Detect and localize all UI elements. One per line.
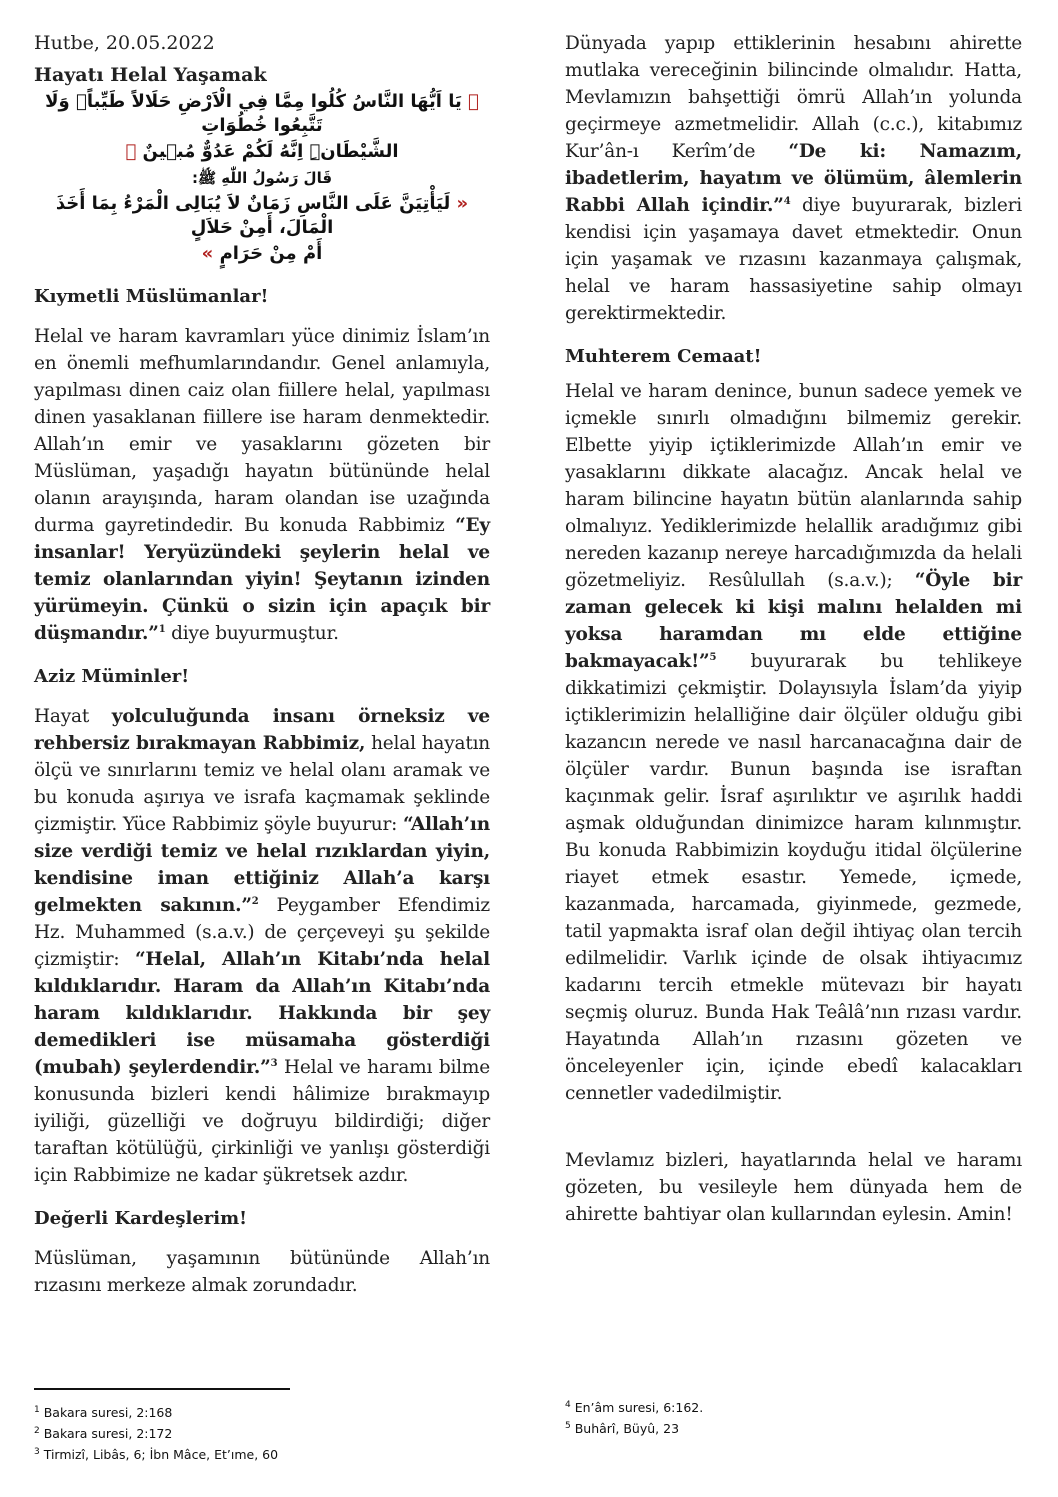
footnote-text: Bakara suresi, 2:172	[39, 1426, 173, 1441]
footnote-number: 5	[565, 1420, 571, 1431]
paragraph-text: diye buyurmuştur.	[165, 623, 339, 644]
paragraph-text: helal hayatın ölçü ve sınırlarını temiz ve helal olanı aramak ve bu konuda aşırıya ve israfa kaçmamak şeklinde çizmiştir. Yüce Rabbimiz şöyle buyurur:	[34, 733, 490, 835]
paragraph-text: Helal ve haramı bilme konusunda bizleri kendi hâlimize bırakmayıp iyiliği, güzelliği ve doğruyu bildirdiği; diğer taraftan kötülüğü, çirkinliği ve yanlışı gösterdiği için Rabbimize ne kadar şükretsek azdır.	[34, 1057, 490, 1186]
footnote-ref-5[interactable]: 5	[709, 651, 717, 663]
sermon-title: Hayatı Helal Yaşamak	[34, 64, 267, 86]
paragraph-3: Müslüman, yaşamının bütününde Allah’ın rızasını merkeze almak zorundadır.	[34, 1248, 490, 1296]
footnote-text: Tirmizî, Libâs, 6; İbn Mâce, Et’ıme, 60	[39, 1447, 279, 1462]
hadith-close-mark: »	[201, 243, 214, 264]
ayah-line-2: الشَّيْطَانِۜ اِنَّهُ لَكُمْ عَدُوٌّ مُب۪ينٌ	[142, 141, 399, 162]
paragraph-5	[565, 378, 1022, 1107]
footnote-text: Buhârî, Büyû, 23	[570, 1421, 680, 1436]
quote-ayah-1: “Ey insanlar! Yeryüzündeki şeylerin helal ve temiz olanlarından yiyin! Şeytanın izinden yürümeyin. Çünkü o sizin için apaçık bir düşmandır.”	[34, 515, 490, 644]
paragraph-text: diye buyurarak, bizleri kendisi için yaşamaya davet etmektedir. Onun için yaşamak ve rızasını kazanmaya çalışmak, helal ve haram hassasiyetine sahip olmayı gerektirmektedir.	[565, 195, 1022, 324]
footnote-ref-4[interactable]: 4	[783, 195, 791, 207]
quote-ayah-2: “Allah’ın size verdiği temiz ve helal rızıklardan yiyin, kendisine iman ettiğiniz Allah’a karşı gelmekten sakının.”	[34, 814, 490, 916]
footnote-ref-3[interactable]: 3	[270, 1057, 278, 1069]
paragraph-text: Helal ve haram denince, bunun sadece yemek ve içmekle sınırlı olmadığını bilmemiz gerekir. Elbette yiyip içtiklerimizde Allah’ın emir ve yasaklarını dikkate alacağız. Ancak helal ve haram bilincine hayatın bütün alanlarında sahip olmalıyız. Yediklerimizde helallik aradığımız gibi nereden kazanıp nereye harcadığımızda da helali gözetmeliyiz. Resûlullah (s.a.v.);	[565, 381, 1022, 591]
sermon-date: Hutbe, 20.05.2022	[34, 32, 215, 54]
paragraph-text: Dünyada yapıp ettiklerinin hesabını ahirette mutlaka vereceğinin bilincinde olmalıdır. Hatta, Mevlamızın bahşettiği ömrü Allah’ın yolunda geçirmeye azmetmelidir. Allah (c.c.), kitabımız Kur’ân-ı Kerîm’de	[565, 33, 1022, 162]
footnote-number: 4	[565, 1399, 571, 1410]
heading-aziz: Aziz Müminler!	[34, 666, 190, 687]
paragraph-2	[34, 703, 490, 1189]
footnote-text: Bakara suresi, 2:168	[39, 1405, 173, 1420]
heading-kiymetli: Kıymetli Müslümanlar!	[34, 286, 269, 307]
paragraph-text: Hayat	[34, 706, 112, 727]
arabic-hadith	[34, 192, 490, 240]
hadith-line-1: لَيَأْتِيَنَّ عَلَى النَّاسِ زَمَانٌ لاَ يُبَالِى الْمَرْءُ بِمَا أَخَذَ الْمَالَ، أَمِنْ حَلاَلٍ	[55, 193, 451, 238]
heading-muhterem: Muhterem Cemaat!	[565, 346, 762, 367]
left-column	[34, 30, 490, 1299]
ayah-close-bracket: ﴾	[125, 141, 137, 162]
right-column	[565, 30, 1022, 1228]
arabic-ayah	[34, 90, 490, 138]
footnotes-left	[34, 1402, 278, 1465]
hadith-open-mark: «	[456, 193, 469, 214]
paragraph-1	[34, 323, 490, 647]
paragraph-text: Helal ve haram kavramları yüce dinimiz İslam’ın en önemli mefhumlarındandır. Genel anlamıyla, yapılması dinen caiz olan fiillere helal, yapılması dinen yasaklanan fiillere ise haram denmektedir. Allah’ın emir ve yasaklarını gözeten bir Müslüman, yaşadığı hayatın bütününde helal olanın arayışında, haram olandan ise uzağında durma gayretindedir. Bu konuda Rabbimiz	[34, 326, 490, 536]
hadith-line-2: أَمْ مِنْ حَرَامٍ	[219, 243, 323, 264]
footnote-divider	[34, 1388, 290, 1390]
footnote-4	[565, 1397, 703, 1418]
footnote-3	[34, 1444, 278, 1465]
footnotes-right	[565, 1397, 703, 1439]
footnote-ref-1[interactable]: 1	[158, 623, 166, 635]
footnote-1	[34, 1402, 278, 1423]
ayah-open-bracket: ﴿	[468, 91, 479, 112]
heading-degerli: Değerli Kardeşlerim!	[34, 1208, 248, 1229]
quote-ayah-3: “De ki: Namazım, ibadetlerim, hayatım ve ölümüm, âlemlerin Rabbi Allah içindir.”	[565, 141, 1022, 216]
paragraph-semibold-text: yolculuğunda insanı örneksiz ve rehbersiz bırakmayan Rabbimiz,	[34, 706, 490, 754]
arabic-rasul-line	[34, 166, 490, 190]
footnote-text: En’âm suresi, 6:162.	[570, 1400, 704, 1415]
rasul-line: قَالَ رَسُولُ اللّٰهِ ﷺ:	[191, 169, 333, 187]
quote-hadith-2: “Öyle bir zaman gelecek ki kişi malını helalden mi yoksa haramdan mı elde ettiğine bakmayacak!”	[565, 570, 1023, 672]
footnote-ref-2[interactable]: 2	[251, 895, 259, 907]
quote-hadith-1: “Helal, Allah’ın Kitabı’nda helal kıldıklarıdır. Haram da Allah’ın Kitabı’nda haram kıldıklarıdır. Hakkında bir şey demedikleri ise müsamaha gösterdiği (mubah) şeylerdendir.”	[34, 949, 490, 1078]
footnote-number: 1	[34, 1404, 40, 1415]
paragraph-text: buyurarak bu tehlikeye dikkatimizi çekmiştir. Dolayısıyla İslam’da yiyip içtiklerimizin helalliğine dair ölçüler olduğu gibi kazancın nerede ve nasıl harcanacağına dair de ölçüler vardır. Bunun başında ise israftan kaçınmak gelir. İsraf aşırılıktır ve aşırılık haddi aşmak olduğundan dinimizce haram kılınmıştır. Bu konuda Rabbimizin koyduğu itidal ölçülerine riayet etmek esastır. Yemede, içmede, kazanmada, harcamada, giyinmede, gezmede, tatil yapmakta israf olan değil ihtiyaç olan tercih edilmelidir. Varlık içinde de olsak ihtiyacımız kadarını tercih etmekle mütevazı bir hayatı seçmiş oluruz. Bunda Hak Teâlâ’nın rızası vardır. Hayatında Allah’ın rızasını gözeten ve önceleyenler için, içinde ebedî kalacakları cennetler vadedilmiştir.	[565, 651, 1022, 1104]
paragraph-text: Peygamber Efendimiz Hz. Muhammed (s.a.v.) de çerçeveyi şu şekilde çizmiştir:	[34, 895, 490, 970]
paragraph-closing: Mevlamız bizleri, hayatlarında helal ve haramı gözeten, bu vesileyle hem dünyada hem de ahirette bahtiyar olan kullarından eylesin. Amin!	[565, 1150, 1022, 1225]
footnote-2	[34, 1423, 278, 1444]
ayah-line-1: يَا اَيُّهَا النَّاسُ كُلُوا مِمَّا فِي الْاَرْضِ حَلَالاً طَيِّباًۘ وَلَا تَتَّبِعُوا خُطُوَاتِ	[45, 91, 462, 136]
arabic-hadith-cont	[34, 242, 490, 266]
footnote-number: 3	[34, 1446, 40, 1457]
footnote-5	[565, 1418, 703, 1439]
footnote-number: 2	[34, 1425, 40, 1436]
paragraph-4	[565, 30, 1022, 327]
arabic-ayah-cont	[34, 140, 490, 164]
